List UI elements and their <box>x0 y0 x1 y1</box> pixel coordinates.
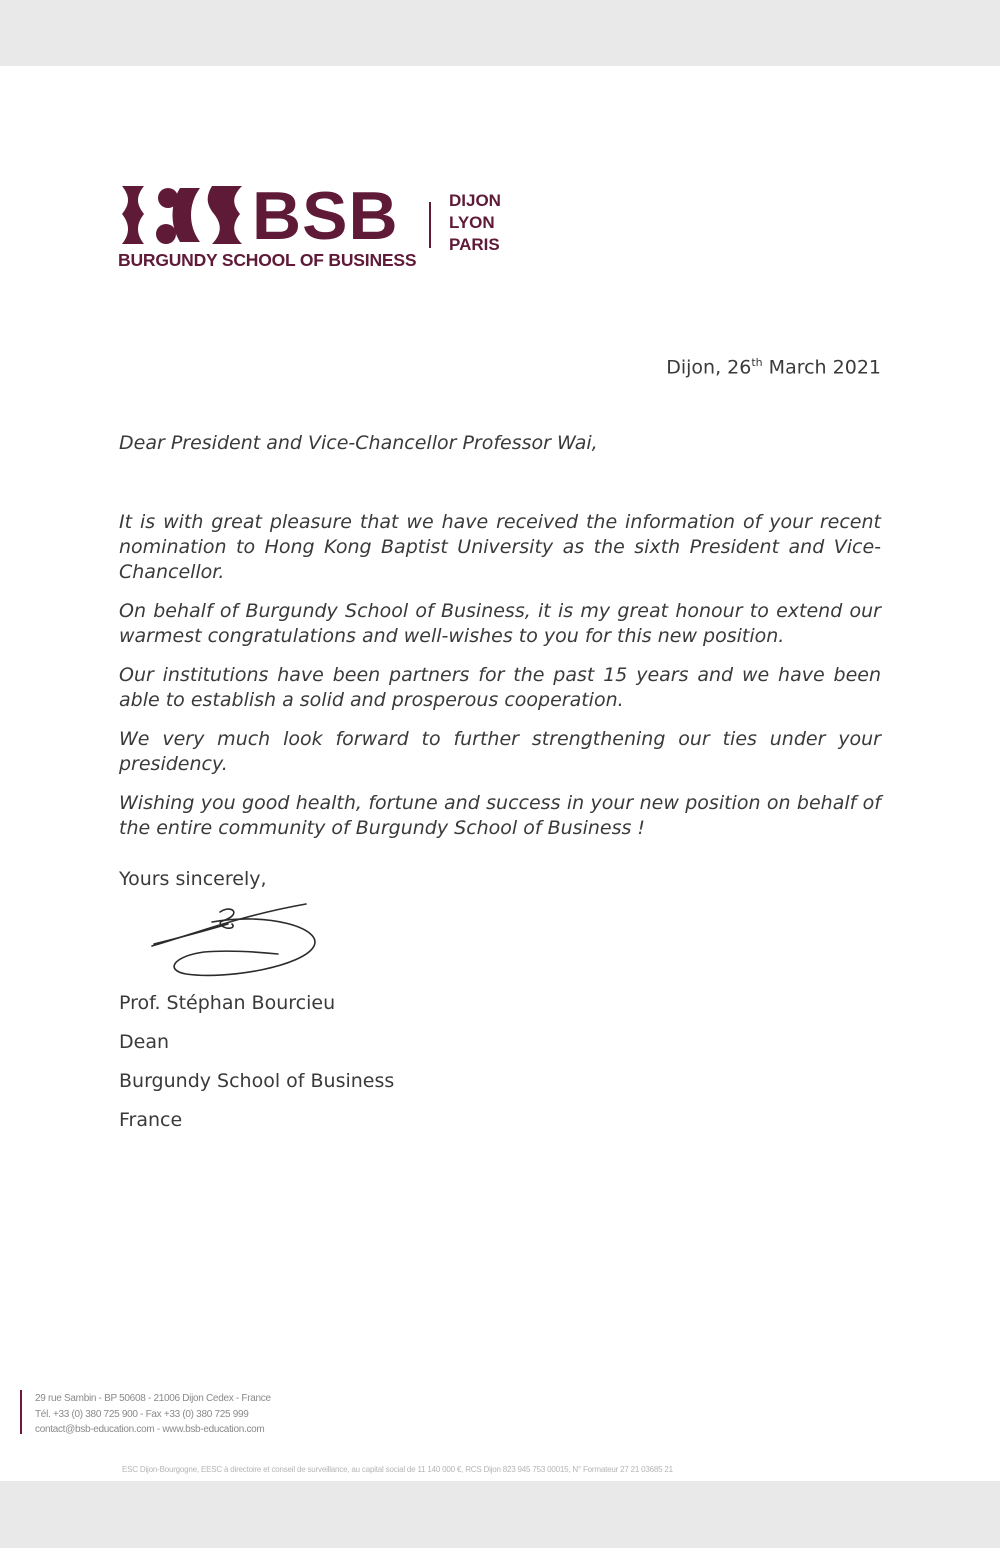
bsb-logo-mark-icon <box>118 186 246 244</box>
logo-school-name: BURGUNDY SCHOOL OF BUSINESS <box>118 250 417 270</box>
city-dijon: DIJON <box>449 191 501 210</box>
date-prefix: Dijon, 26 <box>666 356 752 379</box>
footer-legal: ESC Dijon-Bourgogne, EESC à directoire et conseil de surveillance, au capital social de 11 140 000 €, RCS Dijon 823 945 753 00015, N° Formateur 27 21 03685 21 <box>122 1465 673 1474</box>
city-lyon: LYON <box>449 213 495 232</box>
paragraph-congratulations: On behalf of Burgundy School of Business, it is my great honour to extend our warmest congratulations and well-wishes to you for this new position. <box>119 600 881 647</box>
letter-date <box>666 356 881 378</box>
paragraph-nomination: It is with great pleasure that we have received the information of your recent nomination to Hong Kong Baptist University as the sixth President and Vice-Chancellor. <box>119 511 881 583</box>
footer-street: 29 rue Sambin - BP 50608 - 21006 Dijon Cedex - France <box>35 1393 271 1404</box>
bsb-logo <box>118 178 538 276</box>
signatory-title: Dean <box>119 1031 170 1053</box>
footer-contact: contact@bsb-education.com - www.bsb-education.com <box>35 1424 265 1435</box>
signatory-country: France <box>119 1109 183 1131</box>
signatory-organization: Burgundy School of Business <box>119 1070 395 1092</box>
paragraph-partnership: Our institutions have been partners for the past 15 years and we have been able to establish a solid and prosperous cooperation. <box>119 664 881 711</box>
closing: Yours sincerely, <box>119 868 267 890</box>
date-suffix: March 2021 <box>762 356 881 379</box>
logo-divider <box>429 202 431 248</box>
footer-accent-bar <box>20 1390 22 1434</box>
footer-address <box>35 1391 271 1438</box>
city-paris: PARIS <box>449 235 500 254</box>
handwritten-signature-icon <box>148 902 323 982</box>
logo-wordmark: BSB <box>252 178 399 254</box>
paragraph-ties: We very much look forward to further strengthening our ties under your presidency. <box>119 728 881 775</box>
letter-body <box>119 510 881 855</box>
signatory-block <box>119 984 394 1140</box>
date-ordinal: th <box>751 356 763 369</box>
paragraph-wishes: Wishing you good health, fortune and success in your new position on behalf of the entire community of Burgundy School of Business ! <box>119 792 881 839</box>
footer-phone: Tél. +33 (0) 380 725 900 - Fax +33 (0) 380 725 999 <box>35 1408 249 1420</box>
logo-cities <box>449 190 501 256</box>
letter-page <box>0 66 1000 1481</box>
salutation: Dear President and Vice-Chancellor Professor Wai, <box>119 432 598 454</box>
signatory-name: Prof. Stéphan Bourcieu <box>119 992 336 1014</box>
